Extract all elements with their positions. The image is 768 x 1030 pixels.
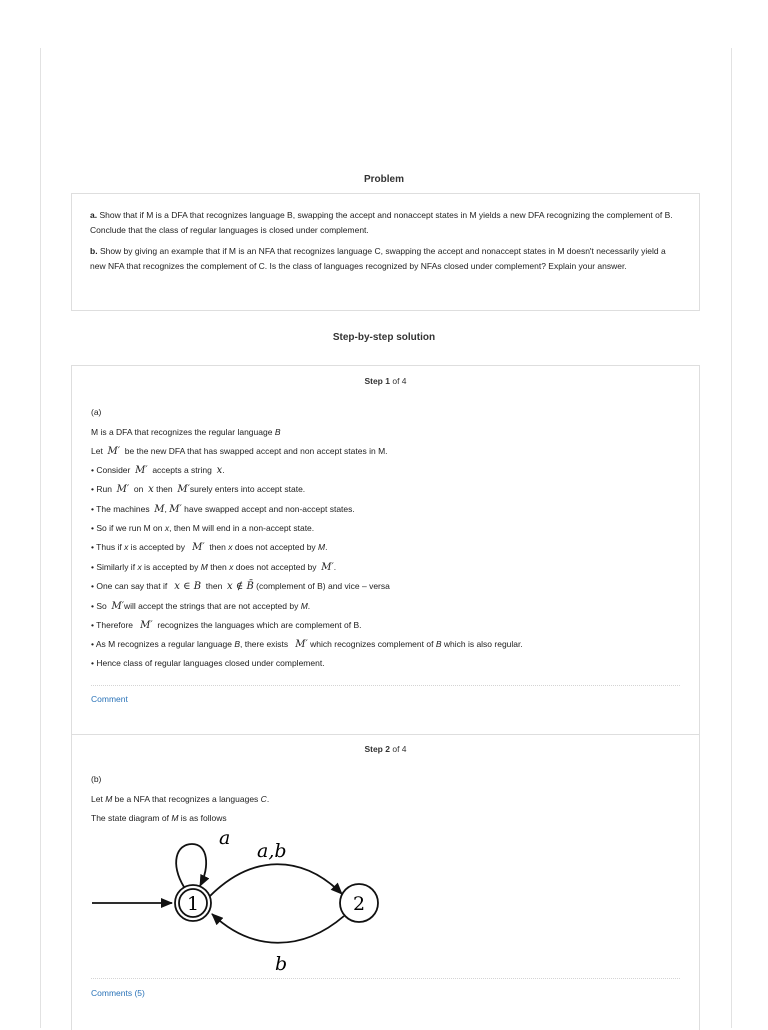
step-2-part-label: (b) bbox=[91, 774, 102, 784]
step-1-line: • Similarly if x is accepted by M then x does not accepted by M′. bbox=[91, 562, 337, 573]
loop-label: a bbox=[219, 827, 231, 849]
step-2-line: The state diagram of M is as follows bbox=[91, 813, 227, 823]
problem-part-b: b. Show by giving an example that if M is an NFA that recognizes language C, swapping the accept and nonaccept states in M doesn't necessarily yield a new NFA that recognizes the complement of C. Is the class of languages recognized by NFAs closed under complement? Explain your answer. bbox=[90, 246, 666, 271]
step-1-line: • Therefore M′ recognizes the languages which are complement of B. bbox=[91, 620, 362, 631]
step-1-part-label: (a) bbox=[91, 407, 102, 417]
state-1-label: 1 bbox=[186, 893, 200, 915]
step-1-line: M is a DFA that recognizes the regular language B bbox=[91, 427, 281, 437]
step-1-line: • So if we run M on x, then M will end in a non-accept state. bbox=[91, 523, 315, 533]
step-1-line: Let M′ be the new DFA that has swapped accept and non accept states in M. bbox=[91, 446, 388, 457]
step-1-line: • Thus if x is accepted by M′ then x does not accepted by M. bbox=[91, 542, 328, 553]
problem-heading: Problem bbox=[363, 174, 404, 185]
nfa-state-diagram bbox=[72, 824, 392, 974]
solution-box bbox=[71, 365, 700, 1030]
comment-separator bbox=[91, 685, 680, 686]
step-1-comment-link[interactable]: Comment bbox=[91, 694, 128, 704]
problem-part-a: a. Show that if M is a DFA that recognizes language B, swapping the accept and nonaccept states in M yields a new DFA recognizing the complement of B. Conclude that the class of regular languages is closed under complement. bbox=[90, 210, 673, 235]
step-1-line: • Hence class of regular languages closed under complement. bbox=[91, 658, 325, 668]
top-transition-label: a,b bbox=[257, 840, 287, 862]
step-2-line: Let M be a NFA that recognizes a languages C. bbox=[91, 794, 270, 804]
solution-heading: Step-by-step solution bbox=[332, 332, 436, 343]
step-1-line: • So M′will accept the strings that are not accepted by M. bbox=[91, 601, 311, 612]
step-1-header: Step 1 of 4 bbox=[364, 376, 407, 386]
step-1-line: • Consider M′ accepts a string x. bbox=[91, 465, 225, 476]
transition-1-to-2 bbox=[210, 864, 342, 896]
state-2-label: 2 bbox=[352, 893, 366, 915]
step-1-line: • The machines M, M′ have swapped accept and non-accept states. bbox=[91, 504, 355, 515]
transition-2-to-1 bbox=[212, 914, 344, 943]
bottom-transition-label: b bbox=[275, 953, 288, 974]
comment-separator bbox=[91, 978, 680, 979]
step-2-comments-link[interactable]: Comments (5) bbox=[91, 988, 145, 998]
step-1-line: • As M recognizes a regular language B, there exists M′ which recognizes complement of B which is also regular. bbox=[91, 639, 523, 650]
step-2-header: Step 2 of 4 bbox=[364, 744, 407, 754]
step-1-line: • Run M′ on x then M′surely enters into accept state. bbox=[91, 484, 306, 495]
self-loop-arrow bbox=[176, 844, 206, 887]
step-1-line: • One can say that if x ∈ B then x ∉ B̄ (complement of B) and vice – versa bbox=[91, 581, 390, 592]
problem-box bbox=[71, 193, 700, 311]
